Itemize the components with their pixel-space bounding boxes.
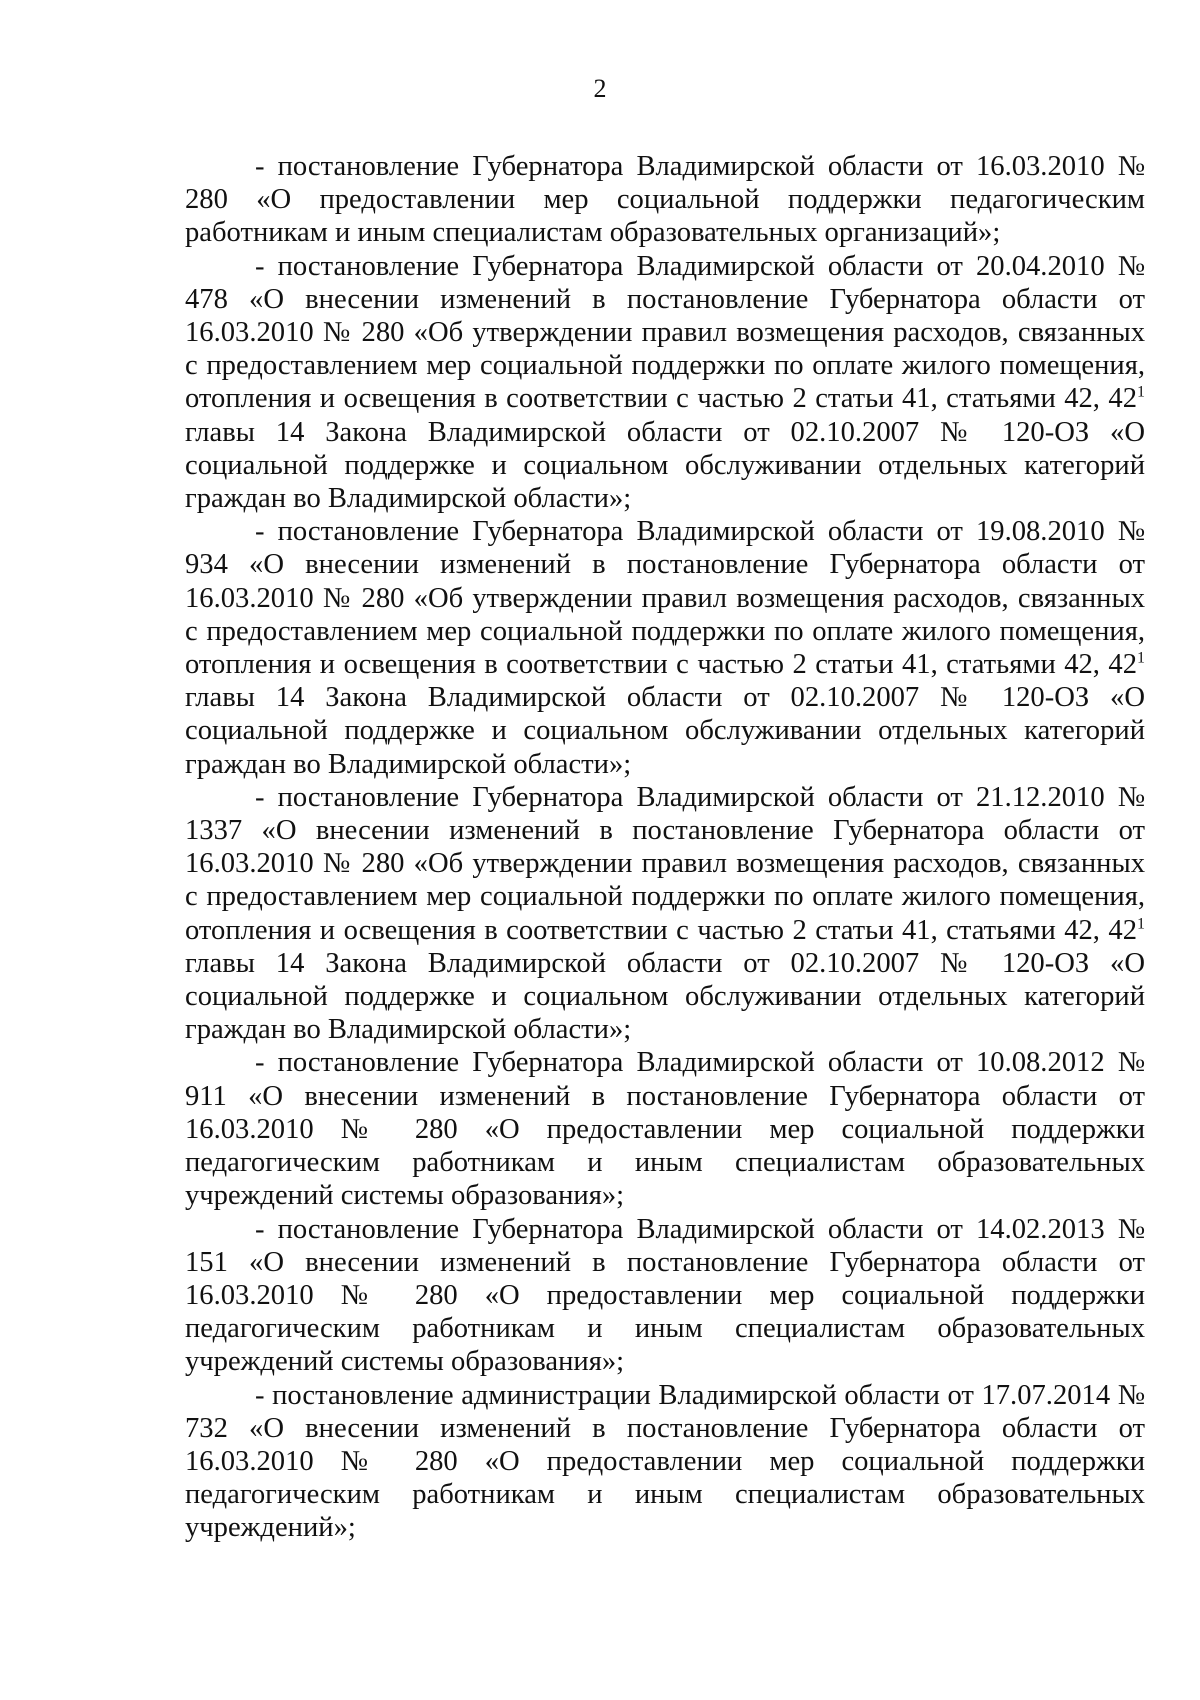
list-item bbox=[185, 781, 1145, 1047]
superscript-number: 1 bbox=[1137, 649, 1145, 667]
item-text-before-superscript: - постановление Губернатора Владимирской области от 20.04.2010 № 478 «О внесении изменений в постановление Губернатора области от 16.03.2010 № 280 «Об утверждении правил возмещения расходов, связанных с предоставлением мер социальной поддержки по оплате жилого помещения, отопления и освещения в соответствии с частью 2 статьи 41, статьями 42, 42 bbox=[185, 250, 1145, 415]
item-text-after-superscript: главы 14 Закона Владимирской области от 02.10.2007 № 120-ОЗ «О социальной поддержке и социальном обслуживании отдельных категорий граждан во Владимирской области»; bbox=[185, 682, 1145, 780]
item-text-before-superscript: - постановление Губернатора Владимирской области от 21.12.2010 № 1337 «О внесении изменений в постановление Губернатора области от 16.03.2010 № 280 «Об утверждении правил возмещения расходов, связанных с предоставлением мер социальной поддержки по оплате жилого помещения, отопления и освещения в соответствии с частью 2 статьи 41, статьями 42, 42 bbox=[185, 781, 1145, 946]
list-item bbox=[185, 1213, 1145, 1379]
item-text: - постановление Губернатора Владимирской области от 16.03.2010 № 280 «О предоставлении мер социальной поддержки педагогическим работникам и иным специалистам образовательных организаций»; bbox=[185, 151, 1145, 249]
item-text-after-superscript: главы 14 Закона Владимирской области от 02.10.2007 № 120-ОЗ «О социальной поддержке и социальном обслуживании отдельных категорий граждан во Владимирской области»; bbox=[185, 416, 1145, 515]
superscript-number: 1 bbox=[1137, 383, 1145, 401]
list-item bbox=[185, 150, 1145, 250]
item-text-before-superscript: - постановление Губернатора Владимирской области от 19.08.2010 № 934 «О внесении изменений в постановление Губернатора области от 16.03.2010 № 280 «Об утверждении правил возмещения расходов, связанных с предоставлением мер социальной поддержки по оплате жилого помещения, отопления и освещения в соответствии с частью 2 статьи 41, статьями 42, 42 bbox=[185, 516, 1145, 681]
list-item bbox=[185, 250, 1145, 516]
list-item bbox=[185, 515, 1145, 781]
item-text: - постановление Губернатора Владимирской области от 10.08.2012 № 911 «О внесении изменений в постановление Губернатора области от 16.03.2010 № 280 «О предоставлении мер социальной поддержки педагогическим работникам и иным специалистам образовательных учреждений системы образования»; bbox=[185, 1047, 1145, 1212]
list-item bbox=[185, 1046, 1145, 1212]
item-text-after-superscript: главы 14 Закона Владимирской области от 02.10.2007 № 120-ОЗ «О социальной поддержке и социальном обслуживании отдельных категорий граждан во Владимирской области»; bbox=[185, 947, 1145, 1046]
item-text: - постановление Губернатора Владимирской области от 14.02.2013 № 151 «О внесении изменений в постановление Губернатора области от 16.03.2010 № 280 «О предоставлении мер социальной поддержки педагогическим работникам и иным специалистам образовательных учреждений системы образования»; bbox=[185, 1213, 1145, 1378]
page-number: 2 bbox=[593, 74, 607, 103]
item-text: - постановление администрации Владимирской области от 17.07.2014 № 732 «О внесении изменений в постановление Губернатора области от 16.03.2010 № 280 «О предоставлении мер социальной поддержки педагогическим работникам и иным специалистам образовательных учреждений»; bbox=[185, 1379, 1145, 1544]
document-body bbox=[185, 150, 1145, 1545]
list-item bbox=[185, 1379, 1145, 1545]
superscript-number: 1 bbox=[1137, 915, 1145, 933]
